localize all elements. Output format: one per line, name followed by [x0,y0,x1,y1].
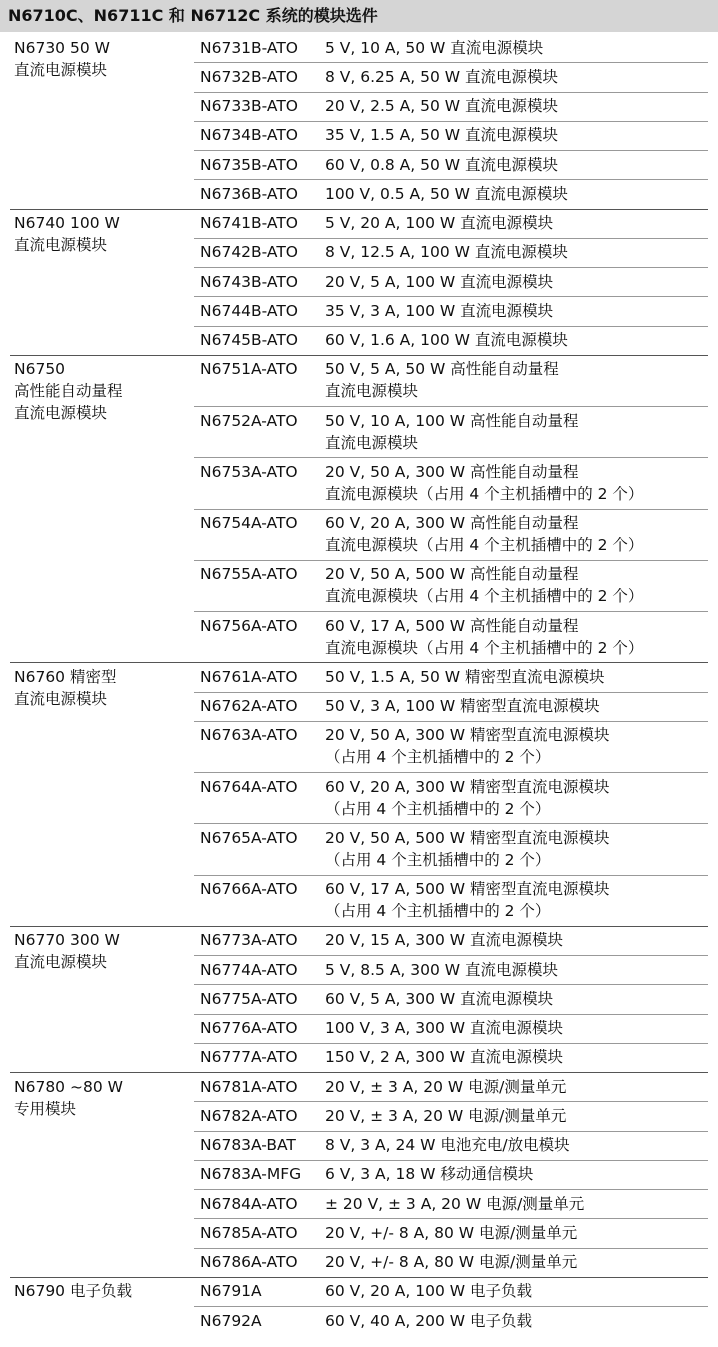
group-title-line: N6740 100 W [14,214,120,232]
row-divider [194,823,708,824]
model-number: N6785A-ATO [200,1223,298,1242]
group-title-line: N6770 300 W [14,931,120,950]
model-description: 20 V, 15 A, 300 W 直流电源模块 [325,931,563,950]
model-description: ± 20 V, ± 3 A, 20 W 电源/测量单元 [325,1194,585,1213]
group-divider [10,355,708,356]
row-divider [194,955,708,956]
model-description: 60 V, 17 A, 500 W 精密型直流电源模块 [325,880,610,898]
model-number: N6762A-ATO [200,697,298,715]
group-divider [10,1072,708,1073]
row-divider [194,721,708,722]
model-number: N6751A-ATO [200,360,298,379]
model-description: 60 V, 1.6 A, 100 W 直流电源模块 [325,331,568,349]
model-description: 60 V, 17 A, 500 W 高性能自动量程 [325,616,579,635]
row-divider [194,267,708,268]
group-title-line: N6760 精密型 [14,667,117,686]
model-number: N6742B-ATO [200,243,298,262]
row-divider [194,62,708,63]
model-description: 20 V, 50 A, 300 W 精密型直流电源模块 [325,726,610,745]
row-divider [194,238,708,239]
group-title-line: 直流电源模块 [14,236,108,254]
model-description: 直流电源模块 [325,382,419,401]
model-number: N6784A-ATO [200,1194,298,1213]
model-number: N6773A-ATO [200,931,298,950]
model-description: 5 V, 10 A, 50 W 直流电源模块 [325,38,544,57]
model-number: N6761A-ATO [200,667,298,686]
row-divider [194,406,708,407]
model-description: 20 V, ± 3 A, 20 W 电源/测量单元 [325,1106,567,1125]
model-description: 6 V, 3 A, 18 W 移动通信模块 [325,1165,534,1184]
group-title-line: 直流电源模块 [14,689,108,708]
model-description: 35 V, 1.5 A, 50 W 直流电源模块 [325,126,559,145]
row-divider [194,875,708,876]
model-number: N6781A-ATO [200,1077,298,1096]
group-title-line: N6790 电子负载 [14,1282,132,1301]
model-number: N6765A-ATO [200,828,298,847]
model-description: 60 V, 40 A, 200 W 电子负载 [325,1311,532,1330]
model-description: 60 V, 20 A, 300 W 精密型直流电源模块 [325,777,610,796]
model-description: 20 V, ± 3 A, 20 W 电源/测量单元 [325,1077,567,1096]
model-number: N6731B-ATO [200,38,298,57]
model-number: N6776A-ATO [200,1019,298,1037]
model-number: N6745B-ATO [200,331,298,349]
model-number: N6755A-ATO [200,565,298,584]
model-description: 20 V, 2.5 A, 50 W 直流电源模块 [325,97,559,115]
model-description: 20 V, +/- 8 A, 80 W 电源/测量单元 [325,1223,578,1242]
model-description: 35 V, 3 A, 100 W 直流电源模块 [325,301,554,320]
model-number: N6786A-ATO [200,1253,298,1271]
model-number: N6782A-ATO [200,1106,298,1125]
model-number: N6783A-MFG [200,1165,302,1184]
group-divider [10,662,708,663]
model-number: N6733B-ATO [200,97,298,115]
model-description: 60 V, 5 A, 300 W 直流电源模块 [325,989,554,1008]
row-divider [194,1248,708,1249]
model-number: N6736B-ATO [200,184,298,203]
model-description: 8 V, 12.5 A, 100 W 直流电源模块 [325,243,568,262]
model-description: 20 V, 50 A, 300 W 高性能自动量程 [325,462,579,481]
row-divider [194,1189,708,1190]
model-number: N6735B-ATO [200,155,298,174]
model-number: N6734B-ATO [200,126,298,145]
model-number: N6775A-ATO [200,989,298,1008]
model-description: 50 V, 5 A, 50 W 高性能自动量程 [325,360,559,379]
model-description: 100 V, 0.5 A, 50 W 直流电源模块 [325,184,568,203]
model-description: （占用 4 个主机插槽中的 2 个） [325,799,551,818]
model-number: N6744B-ATO [200,301,298,320]
group-divider [10,1277,708,1278]
model-number: N6764A-ATO [200,777,298,796]
row-divider [194,296,708,297]
row-divider [194,1131,708,1132]
row-divider [194,1306,708,1307]
model-description: 20 V, 50 A, 500 W 精密型直流电源模块 [325,828,610,847]
row-divider [194,560,708,561]
group-title-line: N6780 ~80 W [14,1077,123,1096]
row-divider [194,457,708,458]
model-description: 直流电源模块（占用 4 个主机插槽中的 2 个） [325,536,644,554]
model-number: N6777A-ATO [200,1048,298,1067]
model-number: N6753A-ATO [200,462,298,481]
row-divider [194,772,708,773]
row-divider [194,1101,708,1102]
model-description: 20 V, +/- 8 A, 80 W 电源/测量单元 [325,1253,578,1271]
model-description: （占用 4 个主机插槽中的 2 个） [325,902,551,920]
group-title-line: N6750 [14,360,66,379]
model-description: （占用 4 个主机插槽中的 2 个） [325,850,551,869]
model-number: N6756A-ATO [200,616,298,635]
row-divider [194,1160,708,1161]
model-number: N6792A [200,1311,262,1330]
group-divider [10,209,708,210]
model-number: N6754A-ATO [200,514,298,532]
model-description: 8 V, 6.25 A, 50 W 直流电源模块 [325,67,559,86]
model-number: N6743B-ATO [200,272,298,291]
model-description: 150 V, 2 A, 300 W 直流电源模块 [325,1048,563,1067]
model-description: 50 V, 10 A, 100 W 高性能自动量程 [325,411,579,430]
row-divider [194,92,708,93]
model-description: 20 V, 50 A, 500 W 高性能自动量程 [325,565,579,584]
group-title-line: 直流电源模块 [14,953,108,972]
model-description: 5 V, 20 A, 100 W 直流电源模块 [325,214,554,232]
row-divider [194,1218,708,1219]
model-number: N6791A [200,1282,262,1301]
group-title-line: 专用模块 [14,1099,77,1118]
model-number: N6732B-ATO [200,67,298,86]
model-number: N6766A-ATO [200,880,298,898]
row-divider [194,179,708,180]
model-description: 60 V, 0.8 A, 50 W 直流电源模块 [325,155,559,174]
model-description: 50 V, 1.5 A, 50 W 精密型直流电源模块 [325,667,605,686]
row-divider [194,1014,708,1015]
table-title: N6710C、N6711C 和 N6712C 系统的模块选件 [0,0,718,32]
model-description: 直流电源模块（占用 4 个主机插槽中的 2 个） [325,484,644,503]
row-divider [194,150,708,151]
model-description: 60 V, 20 A, 100 W 电子负载 [325,1282,532,1301]
model-description: 20 V, 5 A, 100 W 直流电源模块 [325,272,554,291]
model-description: 直流电源模块（占用 4 个主机插槽中的 2 个） [325,587,644,606]
model-number: N6774A-ATO [200,960,298,979]
group-title-line: 高性能自动量程 [14,382,123,401]
model-number: N6741B-ATO [200,214,298,232]
row-divider [194,326,708,327]
model-description: 100 V, 3 A, 300 W 直流电源模块 [325,1019,563,1037]
row-divider [194,984,708,985]
model-number: N6783A-BAT [200,1136,296,1154]
group-divider [10,926,708,927]
model-description: 8 V, 3 A, 24 W 电池充电/放电模块 [325,1136,570,1154]
row-divider [194,121,708,122]
row-divider [194,509,708,510]
row-divider [194,692,708,693]
model-description: 50 V, 3 A, 100 W 精密型直流电源模块 [325,697,600,715]
group-title-line: 直流电源模块 [14,60,108,79]
row-divider [194,611,708,612]
model-description: 60 V, 20 A, 300 W 高性能自动量程 [325,514,579,532]
model-number: N6752A-ATO [200,411,298,430]
model-number: N6763A-ATO [200,726,298,745]
model-description: 直流电源模块（占用 4 个主机插槽中的 2 个） [325,638,644,657]
model-description: （占用 4 个主机插槽中的 2 个） [325,748,551,767]
row-divider [194,1043,708,1044]
model-description: 直流电源模块 [325,433,419,452]
model-description: 5 V, 8.5 A, 300 W 直流电源模块 [325,960,559,979]
group-title-line: N6730 50 W [14,38,110,57]
group-title-line: 直流电源模块 [14,404,108,423]
